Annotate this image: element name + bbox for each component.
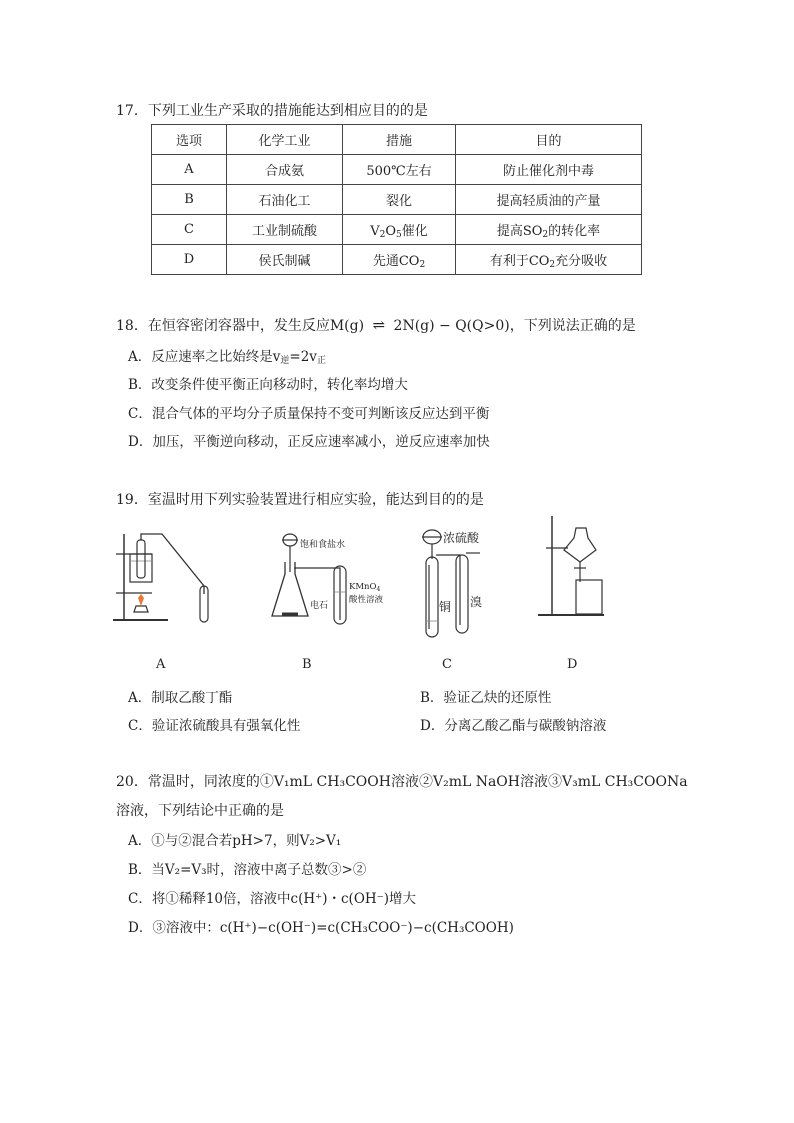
cell-option: D bbox=[152, 245, 227, 275]
label-copper: 铜 bbox=[439, 600, 452, 614]
label-kmno4: KMnO$_4$ bbox=[349, 582, 381, 593]
q19-option-d: D．分离乙酸乙酯与碳酸钠溶液 bbox=[420, 718, 607, 734]
label-saturated-brine: 饱和食盐水 bbox=[300, 540, 346, 550]
table-row bbox=[152, 245, 642, 275]
label-bromine: 溴 bbox=[470, 595, 483, 609]
cell-industry: 石油化工 bbox=[227, 185, 343, 215]
cell-measure: 500℃左右 bbox=[343, 155, 456, 185]
apparatus-a bbox=[108, 528, 228, 628]
cell-purpose: 防止催化剂中毒 bbox=[456, 155, 642, 185]
q18-option-c: C．混合气体的平均分子质量保持不变可判断该反应达到平衡 bbox=[128, 406, 490, 422]
table-header-row bbox=[152, 125, 642, 155]
q19-option-a: A．制取乙酸丁酯 bbox=[128, 690, 233, 706]
q20-stem-line2: 溶液，下列结论中正确的是 bbox=[116, 803, 284, 819]
cell-option: A bbox=[152, 155, 227, 185]
label-acidic-solution: 酸性溶液 bbox=[349, 595, 384, 605]
figure-label-c: C bbox=[442, 657, 452, 672]
q20-option-b: B．当V₂=V₃时，溶液中离子总数③>② bbox=[128, 862, 367, 878]
cell-industry: 合成氨 bbox=[227, 155, 343, 185]
apparatus-d bbox=[536, 512, 608, 620]
q19-stem: 19．室温时用下列实验装置进行相应实验，能达到目的的是 bbox=[116, 492, 484, 508]
q17-table bbox=[151, 124, 642, 275]
cell-purpose: 提高$SO_2$的转化率 bbox=[456, 215, 642, 245]
cell-option: B bbox=[152, 185, 227, 215]
figure-label-b: B bbox=[302, 657, 312, 672]
q18-option-b: B．改变条件使平衡正向移动时，转化率均增大 bbox=[128, 377, 408, 393]
header-industry: 化学工业 bbox=[227, 125, 343, 155]
cell-industry: 侯氏制碱 bbox=[227, 245, 343, 275]
header-measure: 措施 bbox=[343, 125, 456, 155]
table-row bbox=[152, 185, 642, 215]
label-conc-sulfuric-acid: 浓硫酸 bbox=[443, 531, 480, 545]
figure-label-a: A bbox=[156, 657, 166, 672]
cell-purpose: 有利于$CO_2$充分吸收 bbox=[456, 245, 642, 275]
table-row bbox=[152, 215, 642, 245]
cell-measure: 裂化 bbox=[343, 185, 456, 215]
header-option: 选项 bbox=[152, 125, 227, 155]
cell-option: C bbox=[152, 215, 227, 245]
cell-measure: 先通$CO_2$ bbox=[343, 245, 456, 275]
table-row bbox=[152, 155, 642, 185]
q20-option-a: A．①与②混合若pH>7，则V₂>V₁ bbox=[128, 833, 342, 849]
q20-option-d: D．③溶液中：c(H⁺)−c(OH⁻)=c(CH₃COO⁻)−c(CH₃COOH) bbox=[128, 920, 514, 936]
q17-stem: 17．下列工业生产采取的措施能达到相应目的的是 bbox=[116, 103, 428, 119]
cell-industry: 工业制硫酸 bbox=[227, 215, 343, 245]
cell-purpose: 提高轻质油的产量 bbox=[456, 185, 642, 215]
equilibrium-arrow: ⇌ bbox=[372, 316, 386, 334]
q20-stem-line1: 20．常温时，同浓度的①V₁mL CH₃COOH溶液②V₂mL NaOH溶液③V₃mL CH₃COONa bbox=[116, 774, 688, 790]
cell-measure: $V_2O_5$催化 bbox=[343, 215, 456, 245]
q20-option-c: C．将①稀释10倍，溶液中c(H⁺)・c(OH⁻)增大 bbox=[128, 891, 417, 907]
figure-label-d: D bbox=[567, 657, 578, 672]
q19-option-b: B．验证乙炔的还原性 bbox=[420, 690, 552, 706]
q18-stem: 18．在恒容密闭容器中，发生反应M(g) ⇌ 2N(g) − Q(Q>0)，下列说法正确的是 bbox=[116, 316, 636, 334]
header-purpose: 目的 bbox=[456, 125, 642, 155]
q18-option-d: D．加压，平衡逆向移动，正反应速率减小，逆反应速率加快 bbox=[128, 434, 490, 450]
q18-option-a: A．反应速率之比始终是$v_逆=2v_正$ bbox=[128, 349, 326, 366]
q19-option-c: C．验证浓硫酸具有强氧化性 bbox=[128, 718, 301, 734]
label-calcium-carbide: 电石 bbox=[310, 601, 329, 611]
